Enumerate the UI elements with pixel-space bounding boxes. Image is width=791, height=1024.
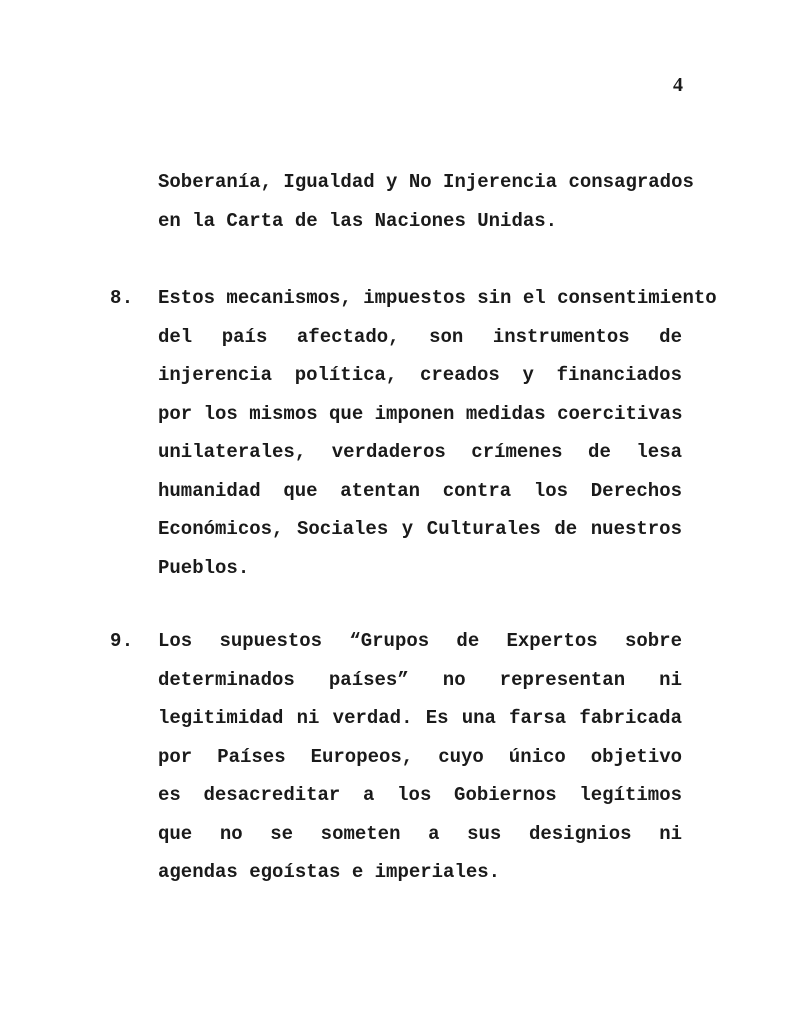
paragraph-number: 9. [110, 630, 134, 652]
text-line: Económicos, Sociales y Culturales de nuestros [158, 518, 682, 540]
text-line: del país afectado, son instrumentos de [158, 325, 682, 348]
text-line: por Países Europeos, cuyo único objetivo [158, 745, 682, 768]
text-line: injerencia política, creados y financiados [158, 364, 682, 386]
text-line: agendas egoístas e imperiales. [158, 861, 501, 883]
text-line: unilaterales, verdaderos crímenes de lesa [158, 441, 682, 463]
text-line: Estos mecanismos, impuestos sin el consentimiento [158, 287, 717, 309]
text-line: Soberanía, Igualdad y No Injerencia consagrados [158, 171, 694, 193]
continuation-lines [158, 163, 694, 240]
paragraph-number: 8. [110, 287, 134, 309]
text-line: es desacreditar a los Gobiernos legítimos [158, 784, 682, 806]
text-line: por los mismos que imponen medidas coercitivas [158, 402, 683, 425]
paragraph-lines [158, 279, 717, 587]
text-line: legitimidad ni verdad. Es una farsa fabricada [158, 707, 682, 729]
page-number: 4 [673, 74, 683, 96]
text-line: humanidad que atentan contra los Derechos [158, 479, 682, 502]
text-line: Pueblos. [158, 556, 250, 579]
text-line: determinados países” no representan ni [158, 668, 682, 691]
text-line: que no se someten a sus designios ni [158, 822, 682, 845]
text-line: en la Carta de las Naciones Unidas. [158, 209, 558, 232]
paragraph-lines [158, 622, 682, 892]
text-line: Los supuestos “Grupos de Expertos sobre [158, 630, 682, 652]
